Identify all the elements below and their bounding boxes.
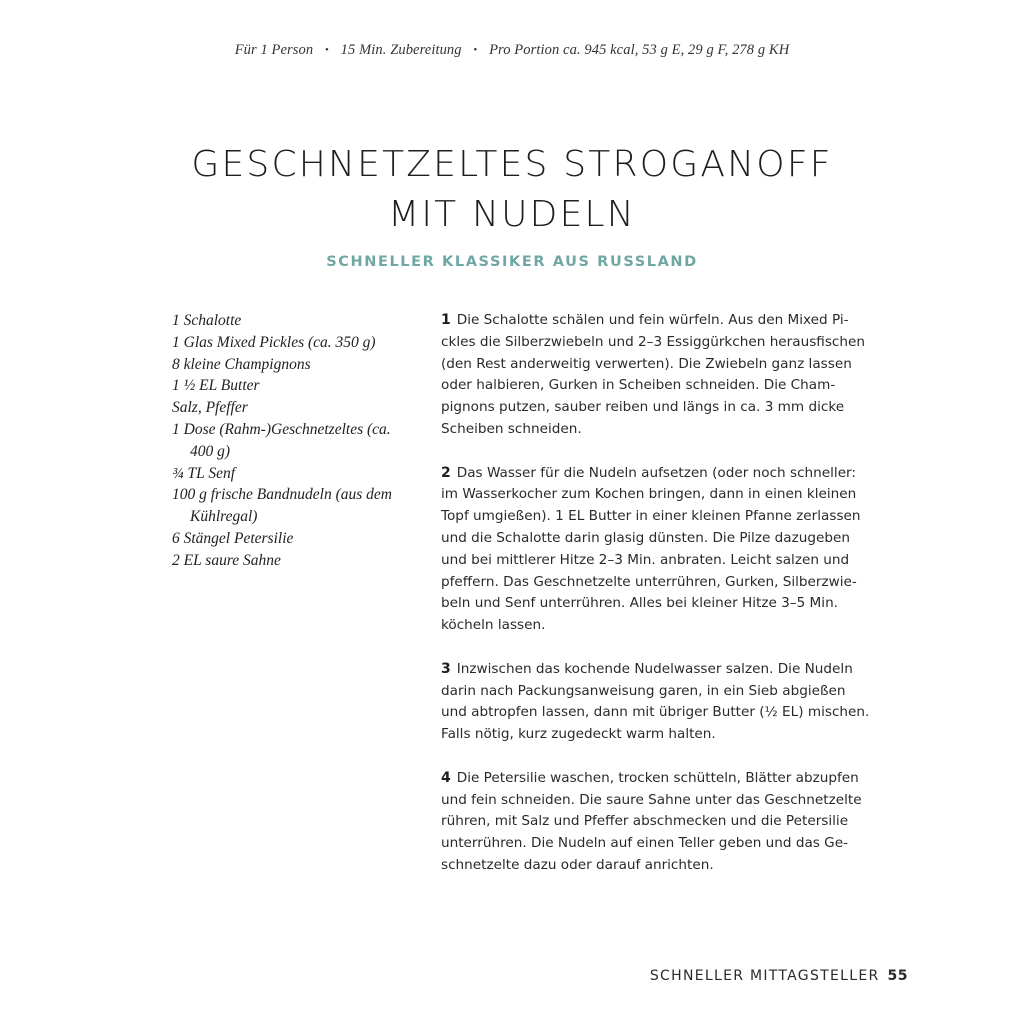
step-text: köcheln lassen. (441, 617, 546, 634)
ingredient-item: 1 Dose (Rahm-)Geschnetzeltes (ca. 400 g) (172, 420, 391, 460)
step-text: Falls nötig, kurz zugedeckt warm halten. (441, 726, 716, 743)
bullet-separator: • (324, 44, 329, 56)
step-number: 1 (441, 312, 451, 328)
ingredient-item: ¾ TL Senf (172, 464, 236, 482)
step-3 (441, 659, 871, 746)
step-text: pignons putzen, sauber reiben und längs in ca. 3 mm dicke (441, 399, 845, 416)
ingredient-item: 100 g frische Bandnudeln (aus dem Kühlregal) (172, 486, 392, 526)
step-text: und bei mittlerer Hitze 2–3 Min. anbraten. Leicht salzen und (441, 551, 850, 568)
step-text: Scheiben schneiden. (441, 420, 582, 437)
page-footer (650, 968, 908, 984)
step-line-first (441, 463, 871, 485)
step-text: beln und Senf unterrühren. Alles bei kleiner Hitze 3–5 Min. (441, 595, 838, 612)
step-text: Die Petersilie waschen, trocken schütteln, Blätter abzupfen (456, 769, 859, 786)
recipe-title-line-1: GESCHNETZELTES STROGANOFF (191, 144, 833, 185)
ingredient-item: 6 Stängel Petersilie (172, 529, 294, 547)
ingredient-item: 1 Schalotte (172, 312, 242, 329)
step-4 (441, 768, 871, 877)
bullet-separator: • (473, 44, 478, 56)
step-1 (441, 310, 871, 441)
step-text: ckles die Silberzwiebeln und 2–3 Essiggürkchen herausfischen (441, 333, 866, 350)
step-number: 2 (441, 464, 451, 481)
step-text: schnetzelte dazu oder darauf anrichten. (441, 856, 714, 873)
step-text: rühren, mit Salz und Pfeffer abschmecken und die Petersilie (441, 813, 849, 830)
step-2 (441, 463, 871, 637)
step-text: oder halbieren, Gurken in Scheiben schneiden. Die Cham- (441, 377, 836, 394)
ingredient-item: 1 Glas Mixed Pickles (ca. 350 g) (172, 333, 376, 351)
step-line-first (441, 768, 871, 790)
ingredient-item: Salz, Pfeffer (172, 399, 248, 417)
step-text: (den Rest anderweitig verwerten). Die Zwiebeln ganz lassen (441, 355, 852, 372)
step-text: und fein schneiden. Die saure Sahne unter das Geschnetzelte (441, 791, 862, 808)
step-text: Topf umgießen). 1 EL Butter in einer kleinen Pfanne zerlassen (441, 508, 861, 525)
ingredient-item: 8 kleine Champignons (172, 355, 311, 373)
step-text: unterrühren. Die Nudeln auf einen Teller geben und das Ge- (441, 835, 848, 852)
preparation-steps (441, 310, 871, 899)
step-text: und abtropfen lassen, dann mit übriger Butter (½ EL) mischen. (441, 704, 870, 721)
servings-text: Für 1 Person (234, 42, 314, 58)
step-text: Die Schalotte schälen und fein würfeln. Aus den Mixed Pi- (456, 312, 849, 328)
step-text: Das Wasser für die Nudeln aufsetzen (oder noch schneller: (456, 464, 856, 481)
nutrition-text: Pro Portion ca. 945 kcal, 53 g E, 29 g F, 278 g KH (489, 42, 790, 58)
step-number: 3 (441, 660, 451, 677)
step-text: Inzwischen das kochende Nudelwasser salzen. Die Nudeln (456, 660, 853, 677)
step-text: pfeffern. Das Geschnetzelte unterrühren, Gurken, Silberzwie- (441, 573, 857, 590)
recipe-meta (0, 42, 1024, 59)
step-number: 4 (441, 769, 451, 786)
ingredient-list (172, 310, 412, 572)
step-text: darin nach Packungsanweisung garen, in ein Sieb abgießen (441, 682, 846, 699)
recipe-subtitle: SCHNELLER KLASSIKER AUS RUSSLAND (326, 254, 698, 270)
page-number: 55 (887, 968, 908, 984)
prep-time-text: 15 Min. Zubereitung (340, 42, 462, 58)
step-line-first (441, 659, 871, 681)
section-name: SCHNELLER MITTAGSTELLER (649, 968, 880, 984)
recipe-title-line-2: MIT NUDELN (388, 194, 636, 235)
ingredient-item: 1 ½ EL Butter (172, 377, 260, 395)
ingredient-item: 2 EL saure Sahne (172, 551, 281, 569)
step-text: und die Schalotte darin glasig dünsten. Die Pilze dazugeben (441, 529, 850, 546)
step-text: im Wasserkocher zum Kochen bringen, dann in einen kleinen (441, 486, 857, 503)
step-line-first (441, 310, 871, 332)
recipe-title (0, 140, 1024, 240)
